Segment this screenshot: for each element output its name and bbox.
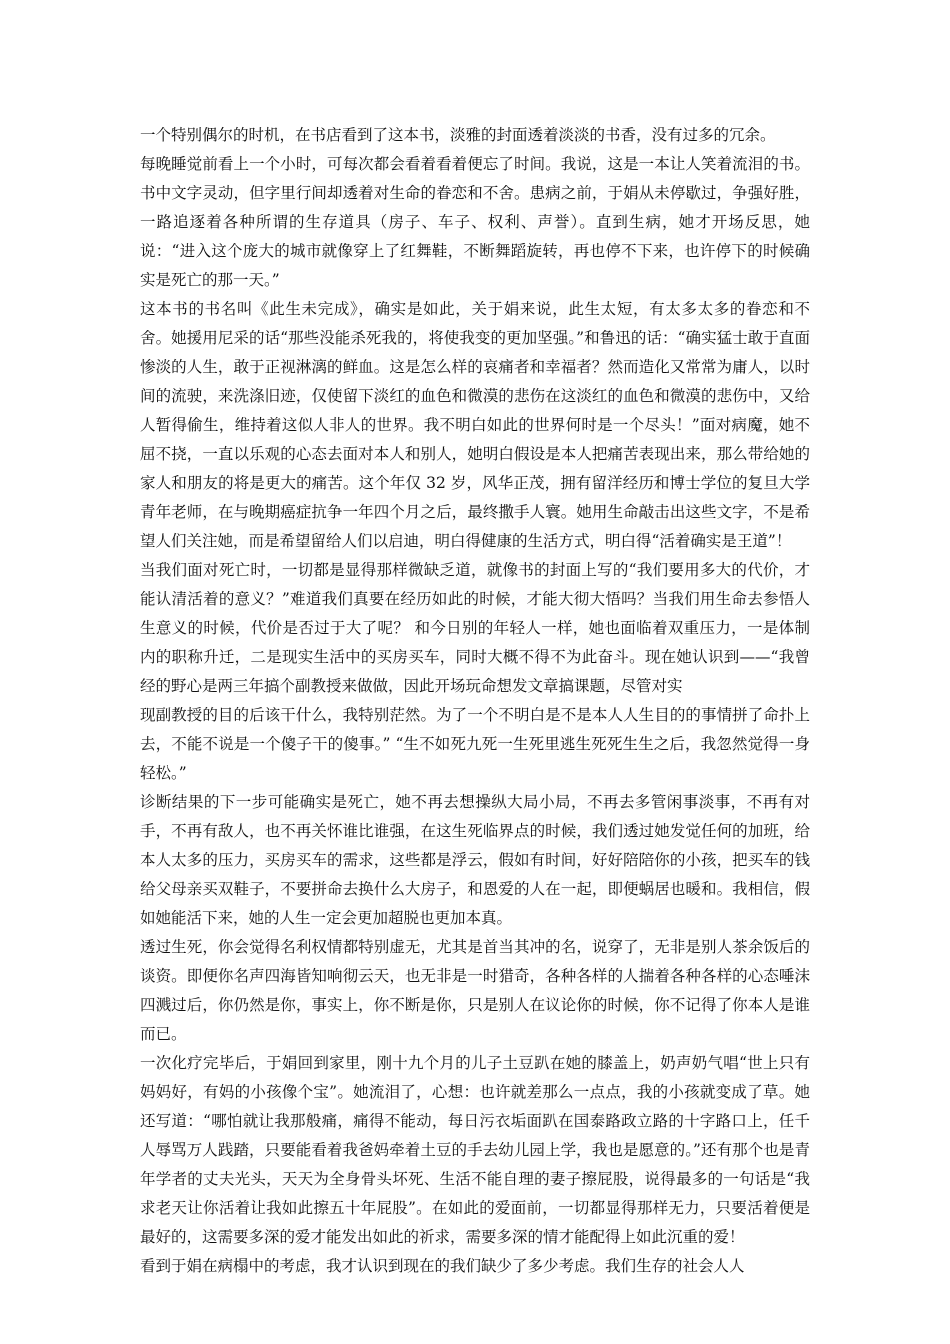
paragraph-4: 当我们面对死亡时，一切都是显得那样微缺乏道，就像书的封面上写的“我们要用多大的代价，才能认清活着的意义？”难道我们真要在经历如此的时候，才能大彻大悟吗？当我们用生命去参悟人生意义的时候，代价是否过于大了呢？ 和今日别的年轻人一样，她也面临着双重压力，一是体制内的职称升迁，二是现实生活中的买房买车，同时大概不得不为此奋斗。现在她认识到——“我曾经的野心是两三年搞个副教授来做做，因此开场玩命想发文章搞课题，尽管对实 [140,561,810,695]
paragraph-1: 一个特别偶尔的时机，在书店看到了这本书，淡雅的封面透着淡淡的书香，没有过多的冗余。 [140,126,776,144]
paragraph-2: 每晚睡觉前看上一个小时，可每次都会看着看着便忘了时间。我说，这是一本让人笑着流泪的书。书中文字灵动，但字里行间却透着对生命的眷恋和不舍。患病之前，于娟从未停歇过，争强好胜，一路追逐着各种所谓的生存道具（房子、车子、权利、声誉）。直到生病，她才开场反思，她说：“进入这个庞大的城市就像穿上了红舞鞋，不断舞蹈旋转，再也停不下来，也许停下的时候确实是死亡的那一天。” [140,155,810,289]
paragraph-5: 现副教授的目的后该干什么，我特别茫然。为了一个不明白是不是本人人生目的的事情拼了命扑上去，不能不说是一个傻子干的傻事。” “生不如死九死一生死里逃生死死生生之后，我忽然觉得一身轻松。” [140,706,810,782]
article-body [140,121,810,1281]
paragraph-8: 一次化疗完毕后，于娟回到家里，刚十九个月的儿子土豆趴在她的膝盖上，奶声奶气唱“世上只有妈妈好，有妈的小孩像个宝”。她流泪了，心想：也许就差那么一点点，我的小孩就变成了草。她还写道：“哪怕就让我那般痛，痛得不能动，每日污衣垢面趴在国泰路政立路的十字路口上，任千人辱骂万人践踏，只要能看着我爸妈牵着土豆的手去幼儿园上学，我也是愿意的。”还有那个也是青年学者的丈夫光头，天天为全身骨头坏死、生活不能自理的妻子擦屁股，说得最多的一句话是“我求老天让你活着让我如此擦五十年屁股”。在如此的爱面前，一切都显得那样无力，只要活着便是最好的，这需要多深的爱才能发出如此的祈求，需要多深的情才能配得上如此沉重的爱！ [140,1054,810,1246]
paragraph-7: 透过生死，你会觉得名利权情都特别虚无，尤其是首当其冲的名，说穿了，无非是别人茶余饭后的谈资。即便你名声四海皆知响彻云天，也无非是一时猎奇，各种各样的人揣着各种各样的心态唾沫四溅过后，你仍然是你，事实上，你不断是你，只是别人在议论你的时候，你不记得了你本人是谁而已。 [140,938,810,1043]
paragraph-6: 诊断结果的下一步可能确实是死亡，她不再去想操纵大局小局，不再去多管闲事淡事，不再有对手，不再有敌人，也不再关怀谁比谁强，在这生死临界点的时候，我们透过她发觉任何的加班，给本人太多的压力，买房买车的需求，这些都是浮云，假如有时间，好好陪陪你的小孩，把买车的钱给父母亲买双鞋子，不要拼命去换什么大房子，和恩爱的人在一起，即便蜗居也暖和。我相信，假如她能活下来，她的人生一定会更加超脱也更加本真。 [140,793,810,927]
paragraph-9: 看到于娟在病榻中的考虑，我才认识到现在的我们缺少了多少考虑。我们生存的社会人人 [140,1257,745,1275]
paragraph-3: 这本书的书名叫《此生未完成》，确实是如此，关于娟来说，此生太短，有太多太多的眷恋和不舍。她援用尼采的话“那些没能杀死我的，将使我变的更加坚强。”和鲁迅的话：“确实猛士敢于直面惨淡的人生，敢于正视淋漓的鲜血。这是怎么样的哀痛者和幸福者？然而造化又常常为庸人，以时间的流驶，来洗涤旧迹，仅使留下淡红的血色和微漠的悲伤在这淡红的血色和微漠的悲伤中，又给人暂得偷生，维持着这似人非人的世界。我不明白如此的世界何时是一个尽头！”面对病魔，她不屈不挠，一直以乐观的心态去面对本人和别人，她明白假设是本人把痛苦表现出来，那么带给她的家人和朋友的将是更大的痛苦。这个年仅 32 岁，风华正茂，拥有留洋经历和博士学位的复旦大学青年老师，在与晚期癌症抗争一年四个月之后，最终撒手人寰。她用生命敲击出这些文字，不是希望人们关注她，而是希望留给人们以启迪，明白得健康的生活方式，明白得“活着确实是王道”！ [140,300,810,550]
